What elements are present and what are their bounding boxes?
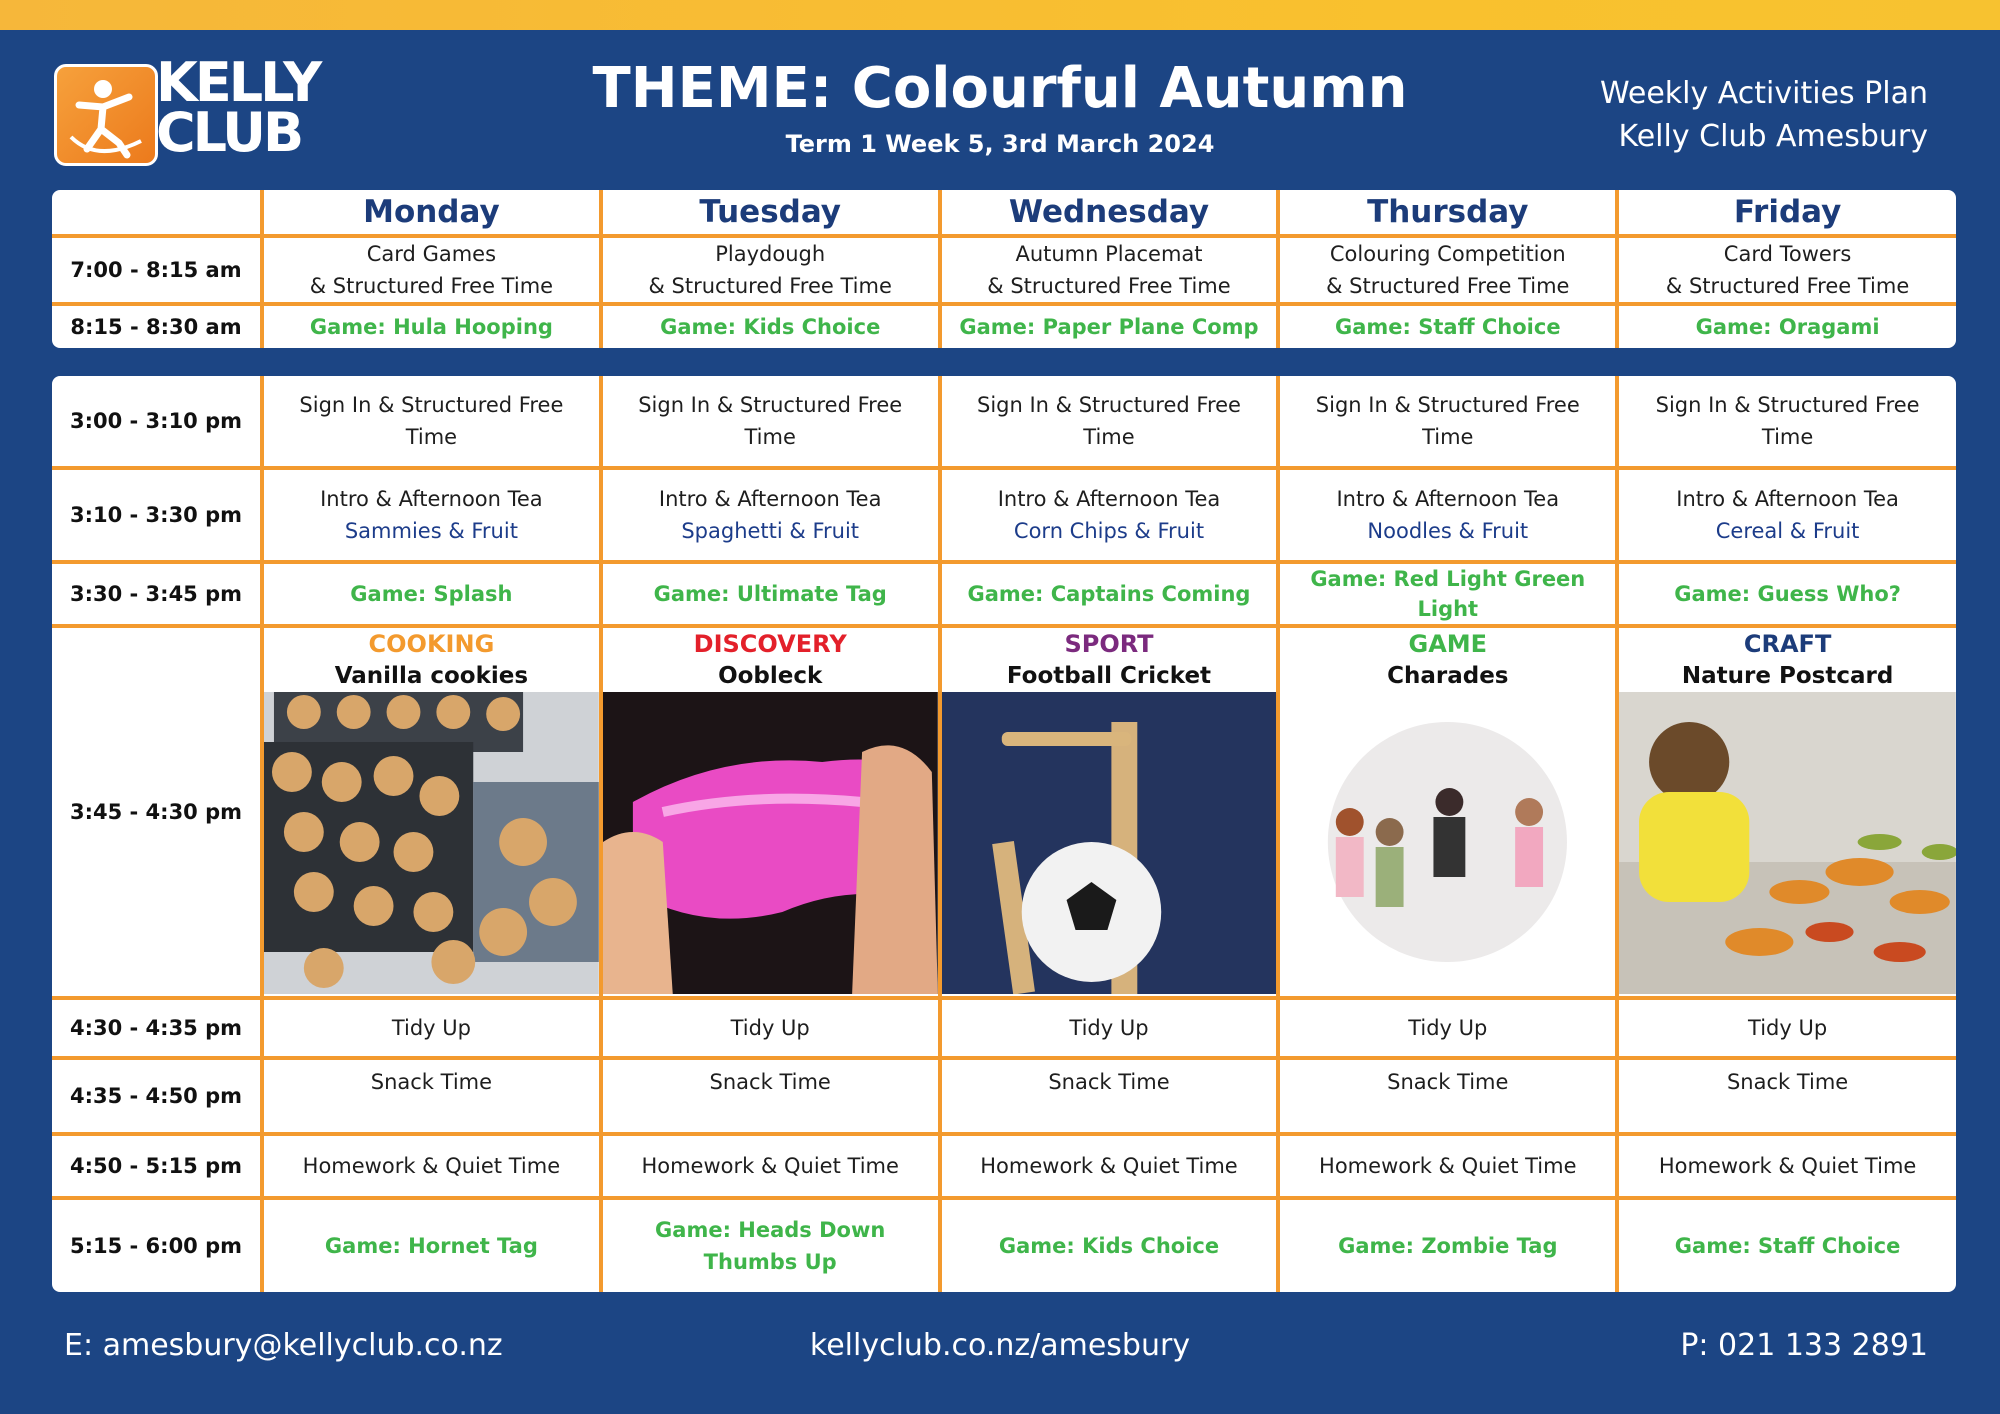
game-cell: Game: Kids Choice	[601, 304, 940, 348]
activity-cell: Intro & Afternoon Tea Corn Chips & Fruit	[940, 468, 1279, 562]
time-cell: 5:15 - 6:00 pm	[52, 1198, 262, 1292]
oobleck-image	[603, 692, 938, 994]
table-row	[52, 468, 1956, 562]
game-cell: Game: Heads Down Thumbs Up	[601, 1198, 940, 1292]
activity-cell: Card Towers & Structured Free Time	[1617, 236, 1956, 304]
corner-cell	[52, 190, 262, 236]
game-cell: Game: Hornet Tag	[262, 1198, 601, 1292]
activity-name: Nature Postcard	[1681, 663, 1894, 689]
footer-phone: P: 021 133 2891	[1680, 1328, 1928, 1363]
activity-cell-friday	[1617, 626, 1956, 998]
table-row	[52, 376, 1956, 468]
activity-cell: Playdough & Structured Free Time	[601, 236, 940, 304]
activity-cell: Card Games & Structured Free Time	[262, 236, 601, 304]
plan-info	[1600, 72, 1928, 158]
table-row	[52, 1134, 1956, 1198]
activity-cell: Colouring Competition & Structured Free Time	[1278, 236, 1617, 304]
activity-cell: Snack Time	[601, 1058, 940, 1134]
activity-cell: Snack Time	[262, 1058, 601, 1134]
game-cell: Game: Hula Hooping	[262, 304, 601, 348]
top-accent-bar	[0, 0, 2000, 30]
time-cell: 3:30 - 3:45 pm	[52, 562, 262, 626]
day-friday: Friday	[1617, 190, 1956, 236]
activity-cell: Sign In & Structured Free Time	[1278, 376, 1617, 468]
logo-text: KELLY CLUB	[156, 51, 320, 164]
activity-name: Football Cricket	[1006, 663, 1212, 689]
activity-cell: Sign In & Structured Free Time	[1617, 376, 1956, 468]
game-cell: Game: Paper Plane Comp	[940, 304, 1279, 348]
activity-cell: Snack Time	[1278, 1058, 1617, 1134]
page-title: THEME: Colourful Autumn	[592, 56, 1408, 121]
table-row	[52, 1198, 1956, 1292]
logo-figure-icon	[54, 64, 158, 166]
activity-cell: Intro & Afternoon Tea Noodles & Fruit	[1278, 468, 1617, 562]
location-label: Kelly Club Amesbury	[1618, 119, 1928, 154]
game-cell: Game: Captains Coming	[940, 562, 1279, 626]
activity-name: Vanilla cookies	[334, 663, 529, 689]
time-cell: 4:35 - 4:50 pm	[52, 1058, 262, 1134]
day-monday: Monday	[262, 190, 601, 236]
activity-cell: Homework & Quiet Time	[940, 1134, 1279, 1198]
category-label: CRAFT	[1743, 630, 1832, 658]
activity-cell-monday	[262, 626, 601, 998]
morning-schedule	[52, 190, 1956, 348]
game-cell: Game: Staff Choice	[1617, 1198, 1956, 1292]
day-header-row	[52, 190, 1956, 236]
activity-cell: Tidy Up	[940, 998, 1279, 1058]
game-cell: Game: Red Light Green Light	[1278, 562, 1617, 626]
page-subtitle: Term 1 Week 5, 3rd March 2024	[785, 130, 1215, 158]
nature-postcard-image	[1619, 692, 1956, 994]
plan-label: Weekly Activities Plan	[1599, 76, 1928, 111]
activity-cell: Tidy Up	[1617, 998, 1956, 1058]
game-cell: Game: Staff Choice	[1278, 304, 1617, 348]
day-tuesday: Tuesday	[601, 190, 940, 236]
football-cricket-image	[942, 692, 1277, 994]
activity-cell-tuesday	[601, 626, 940, 998]
activity-cell-wednesday	[940, 626, 1279, 998]
footer-website[interactable]: kellyclub.co.nz/amesbury	[809, 1328, 1191, 1363]
game-cell: Game: Kids Choice	[940, 1198, 1279, 1292]
activity-cell: Sign In & Structured Free Time	[940, 376, 1279, 468]
game-cell: Game: Ultimate Tag	[601, 562, 940, 626]
time-cell: 7:00 - 8:15 am	[52, 236, 262, 304]
time-cell: 4:30 - 4:35 pm	[52, 998, 262, 1058]
activity-row	[52, 626, 1956, 998]
game-cell: Game: Zombie Tag	[1278, 1198, 1617, 1292]
activity-cell: Sign In & Structured Free Time	[262, 376, 601, 468]
activity-cell: Sign In & Structured Free Time	[601, 376, 940, 468]
kelly-club-logo	[52, 51, 320, 174]
footer-email[interactable]: E: amesbury@kellyclub.co.nz	[64, 1328, 503, 1363]
time-cell: 3:45 - 4:30 pm	[52, 626, 262, 998]
activity-cell: Snack Time	[1617, 1058, 1956, 1134]
activity-cell: Autumn Placemat & Structured Free Time	[940, 236, 1279, 304]
category-label: COOKING	[368, 630, 495, 658]
activity-cell: Intro & Afternoon Tea Spaghetti & Fruit	[601, 468, 940, 562]
cookies-image	[264, 692, 599, 994]
time-cell: 4:50 - 5:15 pm	[52, 1134, 262, 1198]
activity-cell: Homework & Quiet Time	[601, 1134, 940, 1198]
charades-image	[1280, 692, 1615, 994]
table-row	[52, 304, 1956, 348]
activity-name: Oobleck	[718, 663, 823, 689]
game-cell: Game: Splash	[262, 562, 601, 626]
game-cell: Game: Guess Who?	[1617, 562, 1956, 626]
activity-name: Charades	[1387, 663, 1509, 689]
afternoon-schedule	[52, 376, 1956, 1292]
activity-cell: Snack Time	[940, 1058, 1279, 1134]
activity-cell: Homework & Quiet Time	[1278, 1134, 1617, 1198]
activity-cell: Intro & Afternoon Tea Sammies & Fruit	[262, 468, 601, 562]
category-label: SPORT	[1064, 630, 1154, 658]
activity-cell-thursday	[1278, 626, 1617, 998]
table-row	[52, 1058, 1956, 1134]
time-cell: 3:00 - 3:10 pm	[52, 376, 262, 468]
category-label: DISCOVERY	[693, 630, 847, 658]
table-row	[52, 562, 1956, 626]
category-label: GAME	[1408, 630, 1488, 658]
time-cell: 3:10 - 3:30 pm	[52, 468, 262, 562]
game-cell: Game: Oragami	[1617, 304, 1956, 348]
day-thursday: Thursday	[1278, 190, 1617, 236]
table-row	[52, 236, 1956, 304]
time-cell: 8:15 - 8:30 am	[52, 304, 262, 348]
activity-cell: Intro & Afternoon Tea Cereal & Fruit	[1617, 468, 1956, 562]
activity-cell: Tidy Up	[601, 998, 940, 1058]
activity-cell: Tidy Up	[1278, 998, 1617, 1058]
day-wednesday: Wednesday	[940, 190, 1279, 236]
activity-cell: Homework & Quiet Time	[1617, 1134, 1956, 1198]
activity-cell: Tidy Up	[262, 998, 601, 1058]
activity-cell: Homework & Quiet Time	[262, 1134, 601, 1198]
table-row	[52, 998, 1956, 1058]
